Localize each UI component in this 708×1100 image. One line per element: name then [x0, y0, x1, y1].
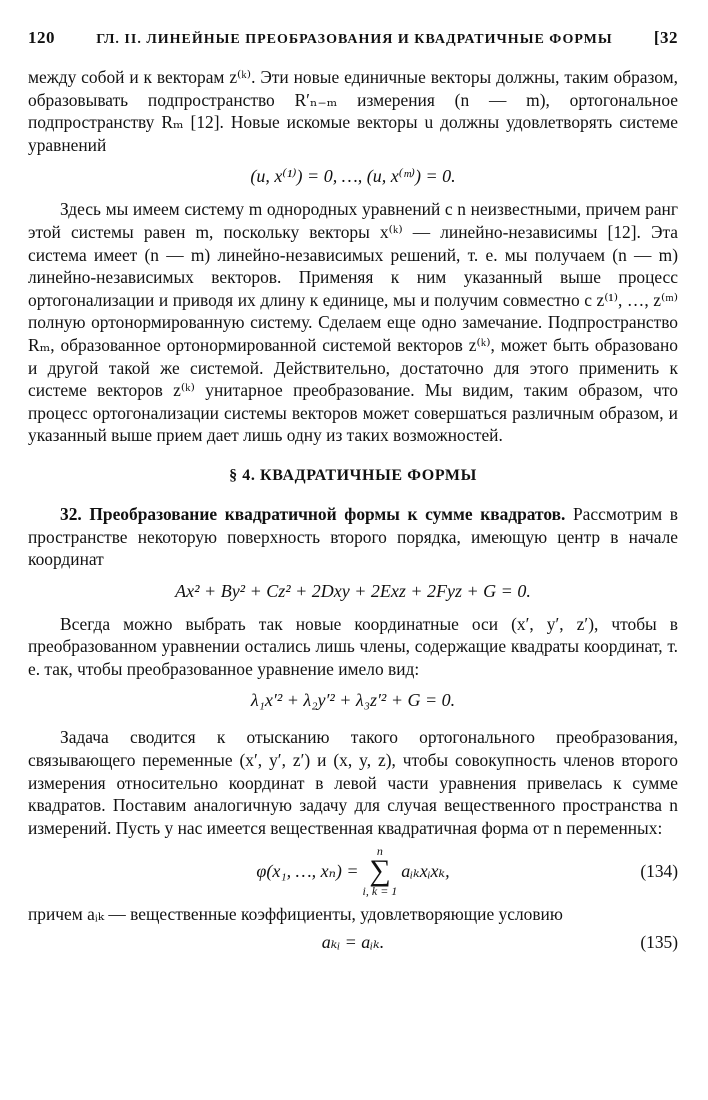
paragraph-6: причем aᵢₖ — вещественные коэффициенты, удовлетворяющие условию: [28, 904, 563, 925]
sum-upper-limit: n: [376, 844, 383, 859]
symmetry-expression: aₖᵢ = aᵢₖ.: [321, 932, 385, 953]
page-header: [28, 28, 678, 48]
section-mark: [32: [653, 28, 678, 47]
formula-quadratic-form: [28, 845, 678, 897]
paragraph-5: Задача сводится к отысканию такого ортогонального преобразования, связывающего переменные (x′, y′, z′) и (x, y, z), чтобы совокупность членов второго измерения относительно координат в левой части уравнения привелась к сумме квадратов. Поставим аналогичную задачу для случая вещественного пространства n измерений. Пусть у нас имеется вещественная квадратичная форма от n переменных:: [28, 727, 678, 838]
running-title: ГЛ. II. ЛИНЕЙНЫЕ ПРЕОБРАЗОВАНИЯ И КВАДРАТИЧНЫЕ ФОРМЫ: [96, 32, 613, 47]
equation-number-134: (134): [640, 860, 678, 881]
formula-rhs: aᵢₖxᵢxₖ,: [401, 860, 450, 881]
subsection-heading: 32. Преобразование квадратичной формы к сумме квадратов.: [60, 503, 566, 524]
formula-canonical: λ₁x′² + λ₂y′² + λ₃z′² + G = 0.: [250, 690, 456, 711]
paragraph-4: Всегда можно выбрать так новые координатные оси (x′, y′, z′), чтобы в преобразованном уравнении остались лишь члены, содержащие квадраты координат, т. е. так, чтобы преобразованное уравнение имело вид:: [28, 613, 678, 679]
book-page: [28, 28, 678, 959]
paragraph-2: Здесь мы имеем систему m однородных уравнений с n неизвестными, причем ранг этой системы равен m, поскольку векторы x⁽ᵏ⁾ — линейно-независимы [12]. Эта система имеет (n — m) линейно-независимых решений, т. е. мы получаем (n — m) линейно-независимых векторов. Применяя к ним указанный выше процесс ортогонализации и приводя их длину к единице, мы и получим совместно с z⁽¹⁾, …, z⁽ᵐ⁾ полную ортонормированную систему. Сделаем еще одно замечание. Подпространство Rₘ, образованное ортонормированной системой векторов z⁽ᵏ⁾, может быть образовано и другой такой же системой. Действительно, достаточно для этого применить к системе векторов z⁽ᵏ⁾ унитарное преобразование. Мы видим, таким образом, что процесс ортогонализации системы векторов может совершаться различным образом, и указанный выше прием дает лишь одну из таких возможностей.: [28, 199, 678, 446]
formula-orthogonality: (u, x⁽¹⁾) = 0, …, (u, x⁽ᵐ⁾) = 0.: [250, 166, 456, 187]
formula-lhs: φ(x₁, …, xₙ) =: [256, 860, 359, 881]
paragraph-3: [28, 503, 678, 571]
sum-operator: [363, 845, 398, 897]
sum-lower-limit: i, k = 1: [362, 884, 398, 899]
section-title: § 4. КВАДРАТИЧНЫЕ ФОРМЫ: [229, 466, 477, 484]
formula-symmetry: [28, 932, 678, 953]
equation-number-135: (135): [640, 932, 678, 953]
sigma-symbol: ∑: [369, 854, 391, 888]
page-number: 120: [28, 28, 55, 47]
formula-surface: Ax² + By² + Cz² + 2Dxy + 2Exz + 2Fyz + G = 0.: [175, 580, 531, 601]
paragraph-3-text: Рассмотрим в пространстве некоторую поверхность второго порядка, имеющую центр в начале координат: [28, 503, 678, 570]
paragraph-1: между собой и к векторам z⁽ᵏ⁾. Эти новые единичные векторы должны, таким образом, образовывать подпространство R′ₙ₋ₘ измерения (n — m), ортогональное подпространству Rₘ [12]. Новые искомые векторы u должны удовлетворять системе уравнений: [28, 67, 678, 155]
